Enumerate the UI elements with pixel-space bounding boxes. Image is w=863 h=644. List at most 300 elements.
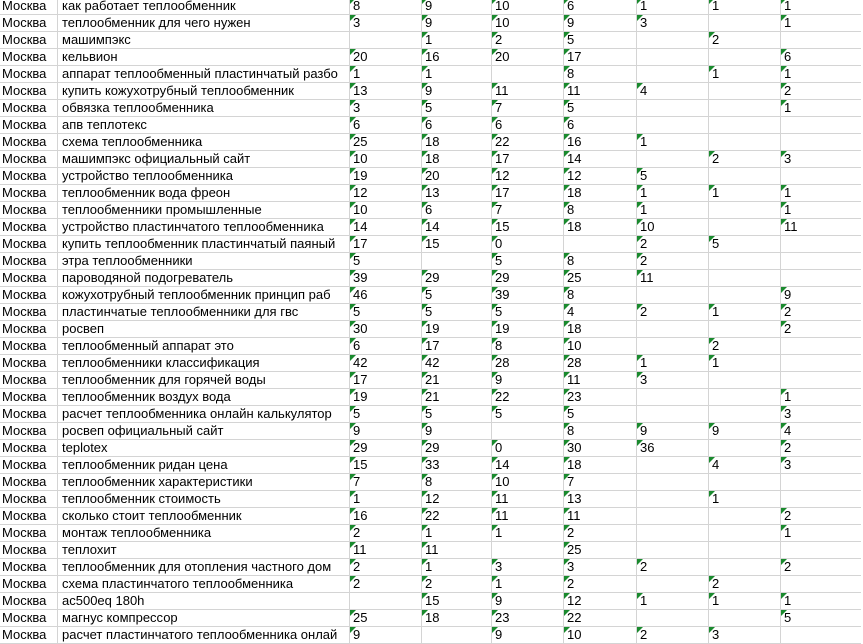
query-cell[interactable]: теплообменник для горячей воды xyxy=(58,372,350,389)
city-cell[interactable]: Москва xyxy=(0,423,58,440)
value-cell[interactable]: 1 xyxy=(422,559,492,576)
city-cell[interactable]: Москва xyxy=(0,508,58,525)
query-cell[interactable]: расчет пластинчатого теплообменника онлай xyxy=(58,627,350,644)
value-cell[interactable]: 8 xyxy=(564,253,637,270)
value-cell[interactable]: 15 xyxy=(422,593,492,610)
value-cell[interactable]: 7 xyxy=(492,202,564,219)
query-cell[interactable]: teplotex xyxy=(58,440,350,457)
value-cell[interactable]: 6 xyxy=(492,117,564,134)
city-cell[interactable]: Москва xyxy=(0,406,58,423)
value-cell[interactable]: 5 xyxy=(422,304,492,321)
value-cell[interactable]: 10 xyxy=(492,474,564,491)
value-cell[interactable]: 14 xyxy=(492,457,564,474)
value-cell[interactable] xyxy=(781,474,861,491)
query-cell[interactable]: схема пластинчатого теплообменника xyxy=(58,576,350,593)
value-cell[interactable]: 1 xyxy=(492,525,564,542)
value-cell[interactable]: 21 xyxy=(422,372,492,389)
query-cell[interactable]: этра теплообменники xyxy=(58,253,350,270)
value-cell[interactable]: 25 xyxy=(350,134,422,151)
value-cell[interactable]: 4 xyxy=(637,83,709,100)
value-cell[interactable]: 9 xyxy=(422,83,492,100)
value-cell[interactable]: 11 xyxy=(781,219,861,236)
value-cell[interactable]: 23 xyxy=(564,389,637,406)
value-cell[interactable] xyxy=(709,134,781,151)
value-cell[interactable]: 42 xyxy=(422,355,492,372)
value-cell[interactable] xyxy=(709,49,781,66)
value-cell[interactable]: 3 xyxy=(781,406,861,423)
city-cell[interactable]: Москва xyxy=(0,168,58,185)
value-cell[interactable]: 2 xyxy=(781,440,861,457)
value-cell[interactable]: 29 xyxy=(350,440,422,457)
value-cell[interactable] xyxy=(781,134,861,151)
city-cell[interactable]: Москва xyxy=(0,202,58,219)
city-cell[interactable]: Москва xyxy=(0,151,58,168)
value-cell[interactable] xyxy=(781,117,861,134)
value-cell[interactable]: 7 xyxy=(564,474,637,491)
value-cell[interactable]: 16 xyxy=(564,134,637,151)
value-cell[interactable] xyxy=(709,287,781,304)
query-cell[interactable]: теплообменный аппарат это xyxy=(58,338,350,355)
query-cell[interactable]: росвеп официальный сайт xyxy=(58,423,350,440)
value-cell[interactable]: 12 xyxy=(422,491,492,508)
value-cell[interactable]: 2 xyxy=(564,525,637,542)
query-cell[interactable]: купить кожухотрубный теплообменник xyxy=(58,83,350,100)
value-cell[interactable]: 3 xyxy=(350,100,422,117)
value-cell[interactable]: 19 xyxy=(422,321,492,338)
value-cell[interactable]: 21 xyxy=(422,389,492,406)
value-cell[interactable]: 1 xyxy=(709,185,781,202)
value-cell[interactable]: 10 xyxy=(564,627,637,644)
value-cell[interactable]: 11 xyxy=(564,372,637,389)
value-cell[interactable]: 3 xyxy=(709,627,781,644)
city-cell[interactable]: Москва xyxy=(0,389,58,406)
value-cell[interactable]: 6 xyxy=(422,202,492,219)
value-cell[interactable] xyxy=(709,542,781,559)
city-cell[interactable]: Москва xyxy=(0,287,58,304)
value-cell[interactable]: 22 xyxy=(422,508,492,525)
value-cell[interactable] xyxy=(709,15,781,32)
value-cell[interactable]: 1 xyxy=(709,66,781,83)
query-cell[interactable]: схема теплообменника xyxy=(58,134,350,151)
city-cell[interactable]: Москва xyxy=(0,321,58,338)
value-cell[interactable] xyxy=(781,491,861,508)
value-cell[interactable]: 17 xyxy=(350,236,422,253)
value-cell[interactable]: 5 xyxy=(564,406,637,423)
value-cell[interactable]: 6 xyxy=(781,49,861,66)
value-cell[interactable] xyxy=(709,610,781,627)
value-cell[interactable]: 20 xyxy=(422,168,492,185)
value-cell[interactable]: 5 xyxy=(350,253,422,270)
value-cell[interactable]: 2 xyxy=(709,151,781,168)
value-cell[interactable] xyxy=(637,66,709,83)
value-cell[interactable] xyxy=(637,576,709,593)
value-cell[interactable]: 2 xyxy=(637,253,709,270)
query-cell[interactable]: теплообменник вода фреон xyxy=(58,185,350,202)
value-cell[interactable]: 5 xyxy=(422,100,492,117)
query-cell[interactable]: теплообменник для отопления частного дом xyxy=(58,559,350,576)
value-cell[interactable]: 4 xyxy=(564,304,637,321)
city-cell[interactable]: Москва xyxy=(0,304,58,321)
city-cell[interactable]: Москва xyxy=(0,185,58,202)
value-cell[interactable] xyxy=(637,610,709,627)
value-cell[interactable]: 4 xyxy=(709,457,781,474)
value-cell[interactable]: 6 xyxy=(564,117,637,134)
value-cell[interactable]: 3 xyxy=(637,15,709,32)
value-cell[interactable]: 9 xyxy=(350,627,422,644)
value-cell[interactable]: 1 xyxy=(781,525,861,542)
value-cell[interactable] xyxy=(781,168,861,185)
city-cell[interactable]: Москва xyxy=(0,253,58,270)
value-cell[interactable]: 3 xyxy=(564,559,637,576)
value-cell[interactable]: 1 xyxy=(492,576,564,593)
query-cell[interactable]: аппарат теплообменный пластинчатый разбо xyxy=(58,66,350,83)
query-cell[interactable]: теплообменники классификация xyxy=(58,355,350,372)
value-cell[interactable]: 6 xyxy=(422,117,492,134)
value-cell[interactable]: 18 xyxy=(422,151,492,168)
value-cell[interactable]: 3 xyxy=(781,151,861,168)
value-cell[interactable]: 2 xyxy=(492,32,564,49)
value-cell[interactable]: 46 xyxy=(350,287,422,304)
value-cell[interactable]: 2 xyxy=(637,236,709,253)
query-cell[interactable]: сколько стоит теплообменник xyxy=(58,508,350,525)
value-cell[interactable]: 25 xyxy=(350,610,422,627)
city-cell[interactable]: Москва xyxy=(0,542,58,559)
query-cell[interactable]: пароводяной подогреватель xyxy=(58,270,350,287)
value-cell[interactable]: 16 xyxy=(422,49,492,66)
value-cell[interactable]: 5 xyxy=(564,32,637,49)
value-cell[interactable]: 29 xyxy=(492,270,564,287)
value-cell[interactable] xyxy=(709,321,781,338)
value-cell[interactable]: 9 xyxy=(709,423,781,440)
query-cell[interactable]: теплообменник для чего нужен xyxy=(58,15,350,32)
value-cell[interactable] xyxy=(781,627,861,644)
city-cell[interactable]: Москва xyxy=(0,219,58,236)
value-cell[interactable] xyxy=(709,219,781,236)
city-cell[interactable]: Москва xyxy=(0,32,58,49)
value-cell[interactable]: 1 xyxy=(709,304,781,321)
value-cell[interactable] xyxy=(637,542,709,559)
city-cell[interactable]: Москва xyxy=(0,457,58,474)
value-cell[interactable] xyxy=(709,372,781,389)
value-cell[interactable]: 1 xyxy=(637,593,709,610)
value-cell[interactable]: 8 xyxy=(564,202,637,219)
value-cell[interactable]: 14 xyxy=(422,219,492,236)
city-cell[interactable]: Москва xyxy=(0,236,58,253)
value-cell[interactable]: 17 xyxy=(492,151,564,168)
value-cell[interactable]: 18 xyxy=(564,185,637,202)
value-cell[interactable]: 1 xyxy=(781,0,861,15)
value-cell[interactable] xyxy=(492,66,564,83)
query-cell[interactable]: монтаж теплообменника xyxy=(58,525,350,542)
query-cell[interactable]: как работает теплообменник xyxy=(58,0,350,15)
value-cell[interactable] xyxy=(709,270,781,287)
value-cell[interactable]: 2 xyxy=(709,32,781,49)
value-cell[interactable]: 17 xyxy=(350,372,422,389)
value-cell[interactable] xyxy=(350,32,422,49)
value-cell[interactable]: 9 xyxy=(422,0,492,15)
value-cell[interactable]: 1 xyxy=(781,100,861,117)
value-cell[interactable] xyxy=(781,338,861,355)
value-cell[interactable]: 2 xyxy=(350,576,422,593)
value-cell[interactable]: 9 xyxy=(781,287,861,304)
query-cell[interactable]: устройство пластинчатого теплообменника xyxy=(58,219,350,236)
query-cell[interactable]: кельвион xyxy=(58,49,350,66)
query-cell[interactable]: пластинчатые теплообменники для гвс xyxy=(58,304,350,321)
value-cell[interactable] xyxy=(637,32,709,49)
value-cell[interactable]: 29 xyxy=(422,440,492,457)
query-cell[interactable]: расчет теплообменника онлайн калькулятор xyxy=(58,406,350,423)
value-cell[interactable] xyxy=(709,117,781,134)
value-cell[interactable]: 30 xyxy=(564,440,637,457)
value-cell[interactable]: 18 xyxy=(564,457,637,474)
value-cell[interactable]: 5 xyxy=(350,406,422,423)
value-cell[interactable]: 1 xyxy=(781,389,861,406)
value-cell[interactable]: 19 xyxy=(350,389,422,406)
value-cell[interactable]: 6 xyxy=(350,117,422,134)
value-cell[interactable]: 28 xyxy=(564,355,637,372)
value-cell[interactable] xyxy=(781,253,861,270)
value-cell[interactable] xyxy=(637,117,709,134)
city-cell[interactable]: Москва xyxy=(0,610,58,627)
value-cell[interactable]: 8 xyxy=(564,287,637,304)
value-cell[interactable]: 5 xyxy=(564,100,637,117)
value-cell[interactable]: 20 xyxy=(350,49,422,66)
value-cell[interactable] xyxy=(709,253,781,270)
value-cell[interactable]: 9 xyxy=(492,372,564,389)
value-cell[interactable]: 10 xyxy=(492,15,564,32)
city-cell[interactable]: Москва xyxy=(0,355,58,372)
value-cell[interactable]: 18 xyxy=(564,321,637,338)
value-cell[interactable]: 9 xyxy=(422,15,492,32)
value-cell[interactable]: 12 xyxy=(564,168,637,185)
value-cell[interactable] xyxy=(781,32,861,49)
value-cell[interactable]: 6 xyxy=(564,0,637,15)
city-cell[interactable]: Москва xyxy=(0,66,58,83)
query-cell[interactable]: машимпэкс xyxy=(58,32,350,49)
value-cell[interactable]: 7 xyxy=(492,100,564,117)
value-cell[interactable]: 1 xyxy=(422,525,492,542)
value-cell[interactable] xyxy=(637,49,709,66)
value-cell[interactable] xyxy=(492,542,564,559)
value-cell[interactable]: 2 xyxy=(709,338,781,355)
value-cell[interactable]: 5 xyxy=(637,168,709,185)
value-cell[interactable]: 14 xyxy=(350,219,422,236)
value-cell[interactable]: 7 xyxy=(350,474,422,491)
value-cell[interactable]: 39 xyxy=(350,270,422,287)
value-cell[interactable]: 5 xyxy=(709,236,781,253)
query-cell[interactable]: теплообменник ридан цена xyxy=(58,457,350,474)
value-cell[interactable] xyxy=(709,525,781,542)
value-cell[interactable] xyxy=(637,151,709,168)
city-cell[interactable]: Москва xyxy=(0,576,58,593)
value-cell[interactable]: 2 xyxy=(781,83,861,100)
value-cell[interactable]: 9 xyxy=(422,423,492,440)
value-cell[interactable]: 13 xyxy=(422,185,492,202)
value-cell[interactable]: 8 xyxy=(350,0,422,15)
value-cell[interactable] xyxy=(637,457,709,474)
value-cell[interactable]: 1 xyxy=(637,134,709,151)
value-cell[interactable]: 10 xyxy=(350,151,422,168)
value-cell[interactable]: 0 xyxy=(492,440,564,457)
city-cell[interactable]: Москва xyxy=(0,0,58,15)
value-cell[interactable]: 1 xyxy=(637,0,709,15)
value-cell[interactable]: 28 xyxy=(492,355,564,372)
value-cell[interactable]: 2 xyxy=(781,321,861,338)
value-cell[interactable]: 18 xyxy=(564,219,637,236)
query-cell[interactable]: устройство теплообменника xyxy=(58,168,350,185)
value-cell[interactable]: 1 xyxy=(709,0,781,15)
value-cell[interactable]: 17 xyxy=(422,338,492,355)
city-cell[interactable]: Москва xyxy=(0,593,58,610)
value-cell[interactable]: 18 xyxy=(422,134,492,151)
city-cell[interactable]: Москва xyxy=(0,134,58,151)
query-cell[interactable]: купить теплообменник пластинчатый паяный xyxy=(58,236,350,253)
city-cell[interactable]: Москва xyxy=(0,270,58,287)
value-cell[interactable]: 22 xyxy=(492,389,564,406)
value-cell[interactable] xyxy=(637,338,709,355)
city-cell[interactable]: Москва xyxy=(0,627,58,644)
value-cell[interactable] xyxy=(637,389,709,406)
value-cell[interactable] xyxy=(781,236,861,253)
query-cell[interactable]: магнус компрессор xyxy=(58,610,350,627)
value-cell[interactable]: 33 xyxy=(422,457,492,474)
value-cell[interactable]: 19 xyxy=(492,321,564,338)
value-cell[interactable]: 15 xyxy=(492,219,564,236)
value-cell[interactable] xyxy=(564,236,637,253)
value-cell[interactable] xyxy=(709,83,781,100)
value-cell[interactable] xyxy=(350,593,422,610)
value-cell[interactable]: 2 xyxy=(781,304,861,321)
value-cell[interactable]: 11 xyxy=(422,542,492,559)
value-cell[interactable] xyxy=(637,525,709,542)
value-cell[interactable]: 12 xyxy=(350,185,422,202)
value-cell[interactable] xyxy=(709,406,781,423)
value-cell[interactable]: 18 xyxy=(422,610,492,627)
value-cell[interactable]: 1 xyxy=(422,32,492,49)
value-cell[interactable] xyxy=(709,202,781,219)
value-cell[interactable]: 29 xyxy=(422,270,492,287)
value-cell[interactable]: 11 xyxy=(637,270,709,287)
value-cell[interactable]: 5 xyxy=(492,304,564,321)
city-cell[interactable]: Москва xyxy=(0,338,58,355)
city-cell[interactable]: Москва xyxy=(0,100,58,117)
value-cell[interactable]: 8 xyxy=(564,423,637,440)
value-cell[interactable]: 2 xyxy=(637,559,709,576)
value-cell[interactable]: 1 xyxy=(637,202,709,219)
city-cell[interactable]: Москва xyxy=(0,491,58,508)
query-cell[interactable]: теплообменник воздух вода xyxy=(58,389,350,406)
value-cell[interactable]: 2 xyxy=(564,576,637,593)
value-cell[interactable]: 19 xyxy=(350,168,422,185)
value-cell[interactable] xyxy=(637,100,709,117)
value-cell[interactable]: 9 xyxy=(350,423,422,440)
city-cell[interactable]: Москва xyxy=(0,83,58,100)
value-cell[interactable]: 12 xyxy=(564,593,637,610)
value-cell[interactable] xyxy=(709,168,781,185)
value-cell[interactable]: 10 xyxy=(492,0,564,15)
value-cell[interactable]: 6 xyxy=(350,338,422,355)
value-cell[interactable]: 39 xyxy=(492,287,564,304)
value-cell[interactable]: 4 xyxy=(781,423,861,440)
value-cell[interactable]: 5 xyxy=(422,287,492,304)
value-cell[interactable]: 1 xyxy=(709,491,781,508)
value-cell[interactable]: 3 xyxy=(492,559,564,576)
value-cell[interactable]: 1 xyxy=(781,202,861,219)
value-cell[interactable]: 25 xyxy=(564,270,637,287)
value-cell[interactable]: 11 xyxy=(564,508,637,525)
query-cell[interactable]: теплообменник характеристики xyxy=(58,474,350,491)
value-cell[interactable] xyxy=(637,287,709,304)
value-cell[interactable]: 2 xyxy=(350,559,422,576)
value-cell[interactable]: 1 xyxy=(709,355,781,372)
value-cell[interactable]: 25 xyxy=(564,542,637,559)
query-cell[interactable]: машимпэкс официальный сайт xyxy=(58,151,350,168)
value-cell[interactable]: 2 xyxy=(709,576,781,593)
value-cell[interactable]: 17 xyxy=(564,49,637,66)
value-cell[interactable] xyxy=(637,474,709,491)
value-cell[interactable]: 0 xyxy=(492,236,564,253)
value-cell[interactable] xyxy=(781,542,861,559)
value-cell[interactable] xyxy=(422,627,492,644)
value-cell[interactable]: 1 xyxy=(637,185,709,202)
query-cell[interactable]: кожухотрубный теплообменник принцип раб xyxy=(58,287,350,304)
value-cell[interactable]: 22 xyxy=(492,134,564,151)
value-cell[interactable]: 9 xyxy=(492,627,564,644)
value-cell[interactable]: 5 xyxy=(350,304,422,321)
value-cell[interactable]: 9 xyxy=(637,423,709,440)
value-cell[interactable]: 13 xyxy=(350,83,422,100)
query-cell[interactable]: обвязка теплообменника xyxy=(58,100,350,117)
value-cell[interactable] xyxy=(709,508,781,525)
query-cell[interactable]: теплообменник стоимость xyxy=(58,491,350,508)
value-cell[interactable] xyxy=(492,423,564,440)
value-cell[interactable]: 8 xyxy=(492,338,564,355)
query-cell[interactable]: апв теплотекс xyxy=(58,117,350,134)
value-cell[interactable]: 2 xyxy=(781,508,861,525)
value-cell[interactable]: 2 xyxy=(350,525,422,542)
value-cell[interactable]: 1 xyxy=(350,66,422,83)
value-cell[interactable]: 1 xyxy=(637,355,709,372)
value-cell[interactable]: 2 xyxy=(422,576,492,593)
value-cell[interactable]: 3 xyxy=(781,457,861,474)
value-cell[interactable]: 8 xyxy=(422,474,492,491)
value-cell[interactable]: 20 xyxy=(492,49,564,66)
value-cell[interactable]: 11 xyxy=(564,83,637,100)
value-cell[interactable]: 5 xyxy=(492,406,564,423)
value-cell[interactable] xyxy=(709,474,781,491)
value-cell[interactable]: 12 xyxy=(492,168,564,185)
value-cell[interactable] xyxy=(709,100,781,117)
value-cell[interactable]: 5 xyxy=(781,610,861,627)
value-cell[interactable]: 36 xyxy=(637,440,709,457)
value-cell[interactable] xyxy=(781,372,861,389)
value-cell[interactable] xyxy=(709,440,781,457)
value-cell[interactable]: 1 xyxy=(781,185,861,202)
value-cell[interactable]: 5 xyxy=(422,406,492,423)
value-cell[interactable]: 10 xyxy=(637,219,709,236)
city-cell[interactable]: Москва xyxy=(0,559,58,576)
value-cell[interactable] xyxy=(637,406,709,423)
value-cell[interactable] xyxy=(781,576,861,593)
query-cell[interactable]: теплохит xyxy=(58,542,350,559)
city-cell[interactable]: Москва xyxy=(0,15,58,32)
value-cell[interactable]: 42 xyxy=(350,355,422,372)
query-cell[interactable]: ac500eq 180h xyxy=(58,593,350,610)
value-cell[interactable] xyxy=(637,321,709,338)
value-cell[interactable]: 5 xyxy=(492,253,564,270)
city-cell[interactable]: Москва xyxy=(0,117,58,134)
value-cell[interactable] xyxy=(781,270,861,287)
